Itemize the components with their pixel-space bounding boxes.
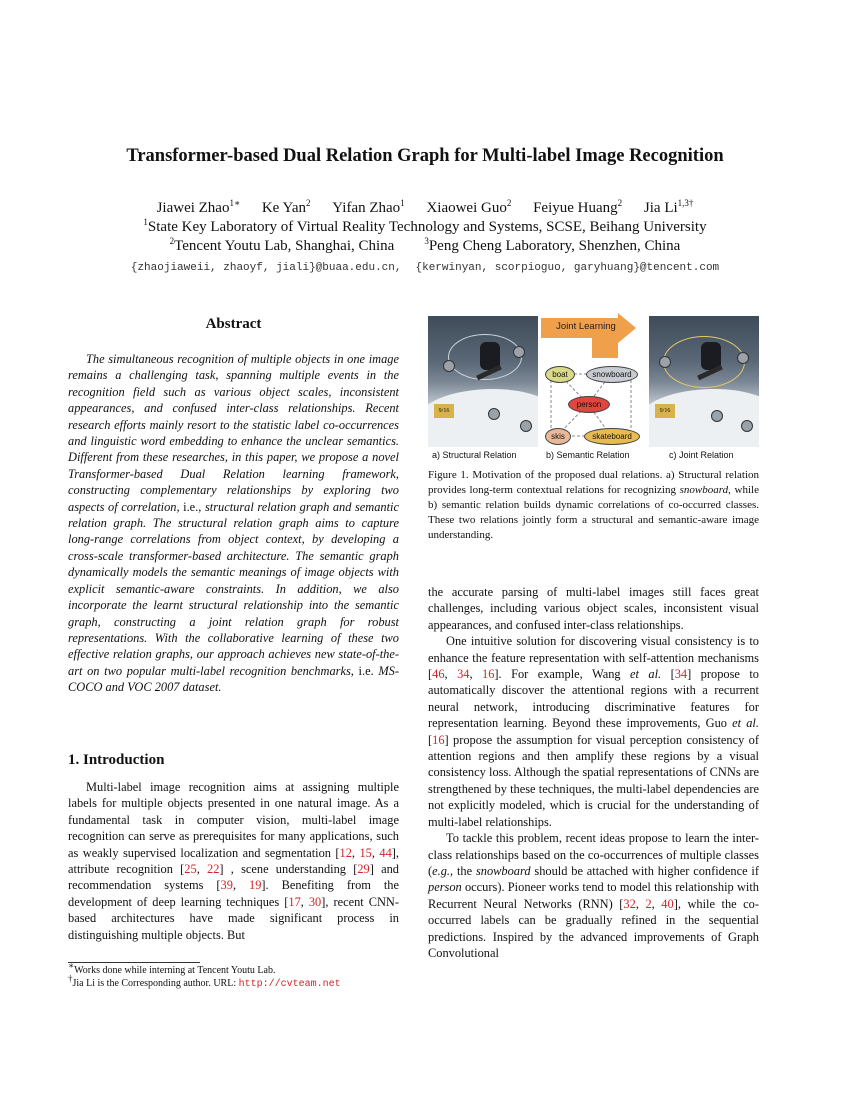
affiliation-1: $^1$State Key Laboratory of Virtual Reality Technology and Systems, SCSE, Beihang University: [143, 217, 707, 235]
author: Jia $Li^{1,3\dagger}$: [643, 198, 694, 216]
citation-link[interactable]: 29: [357, 862, 370, 877]
sign: 9/16: [655, 404, 675, 418]
node-skateboard: skateboard: [584, 428, 640, 445]
footnote-2: †Jia Li is the Corresponding author. URL: http://cvteam.net: [68, 973, 341, 990]
paragraph: the accurate parsing of multi-label images still faces great challenges, including various object scales, inconsistent visual appearances, and confused inter-class relationships.: [428, 585, 759, 632]
citation-link[interactable]: 22: [207, 862, 220, 877]
abstract-body: The simultaneous recognition of multiple objects in one image remains a challenging task, spanning multiple events in the recognition field such as various object scales, inconsistent appearances, and confused inter-class relationships. Recent research efforts mainly resort to the statistic label co-occurrences and linguistic word embedding to enhance the unclear semantics. Different from these researches, in this paper, we propose a novel Transformer-based Dual Relation learning framework, constructing complementary relationships by exploring two aspects of correlation, i.e., structural relation graph and semantic relation graph. The structural relation graph aims to capture long-range correlations from object context, by developing a cross-scale transformer-based architecture. The semantic graph dynamically models the semantic meanings of image objects with explicit semantic-aware constraints. In addition, we also incorporate the learnt structural relationship into the semantic graph, constructing a joint relation graph for robust representations. With the collaborative learning of these two effective relation graphs, our approach achieves new state-of-the-art on two popular multi-label recognition benchmarks, i.e. MS-COCO and VOC 2007 dataset.: [68, 352, 399, 695]
author: Jiawei Zhao$^{1∗}$: [156, 198, 241, 216]
citation-link[interactable]: 46: [432, 667, 445, 682]
footnote-1: ∗Works done while interning at Tencent Youtu Lab.: [68, 960, 276, 976]
citation-link[interactable]: 30: [308, 894, 322, 909]
graph-node: [513, 346, 525, 358]
citation-link[interactable]: 12: [339, 845, 352, 860]
arrow-stem: [592, 336, 618, 358]
graph-node: [711, 410, 723, 422]
author-list: [0, 200, 850, 217]
citation-link[interactable]: 25: [184, 862, 197, 877]
citation-link[interactable]: 32: [623, 896, 636, 911]
citation-link[interactable]: 44: [379, 845, 392, 860]
graph-node: [737, 352, 749, 364]
subfigure-label-a: a) Structural Relation: [432, 450, 517, 460]
node-boat: boat: [545, 366, 575, 383]
affiliation-2-3: $^2$Tencent Youtu Lab, Shanghai, China $^3$Peng Cheng Laboratory, Shenzhen, China: [169, 236, 681, 254]
introduction-body: Multi-label image recognition aims at assigning multiple labels for multiple objects presented in one natural image. As a fundamental task in computer vision, multi-label image recognition can serve as prerequisites for many applications, such as weakly supervised localization and segmentation [12, 15, 44], attribute recognition [25, 22] , scene understanding [29] and recommendation systems [39, 19]. Benefiting from the development of deep learning techniques [17, 30], recent CNN-based architectures have made significant process in distinguishing multiple objects. But: [68, 780, 400, 942]
citation-link[interactable]: 39: [220, 878, 233, 893]
graph-node: [741, 420, 753, 432]
footnote-divider: [68, 962, 200, 963]
citation-link[interactable]: 16: [432, 732, 445, 747]
snow-hill: [428, 389, 538, 447]
graph-node: [659, 356, 671, 368]
paper-title: Transformer-based Dual Relation Graph for Multi-label Image Recognition: [126, 146, 724, 166]
footnotes: [68, 960, 399, 991]
graph-node: [520, 420, 532, 432]
citation-link[interactable]: 34: [674, 667, 688, 682]
abstract-heading: Abstract: [205, 316, 262, 332]
paragraph: One intuitive solution for discovering visual consistency is to enhance the feature representation with self-attention mechanisms [46, 34, 16]. For example, Wang et al. [34] propose to automatically discover the attentional regions with a recurrent neural network, introducing discriminative features for representation learning. Beyond these improvements, Guo et al. [16] propose the assumption for visual perception consistency of attention regions and then amplify these regions by a visual consistency loss. Although the spatial representations of CNNs are strengthened by these techniques, the multi-label dependencies are not explicitly modeled, which is crucial for the understanding of multi-label relationships.: [428, 634, 759, 829]
graph-node: [488, 408, 500, 420]
node-snowboard: snowboard: [586, 366, 638, 383]
citation-link[interactable]: 15: [359, 845, 372, 860]
citation-link[interactable]: 19: [249, 878, 262, 893]
sign: 9/16: [434, 404, 454, 418]
joint-relation-photo: [649, 316, 759, 447]
paragraph: To tackle this problem, recent ideas propose to learn the inter-class relationships based on the co-occurrences of multiple classes (e.g., the snowboard should be attached with higher confidence if person occurs). Pioneer works tend to model this relationship with Recurrent Neural Networks (RNN) [32, 2, 40], while the co-occurred labels can be gradually refined in the sequential predictions. Inspired by the advanced improvements of Graph Convolutional: [428, 831, 759, 960]
joint-learning-label: Joint Learning: [556, 321, 616, 332]
structural-relation-photo: [428, 316, 538, 447]
figure-1-caption: Figure 1. Motivation of the proposed dual relations. a) Structural relation provides long-term contextual relations for recognizing snowboard, while b) semantic relation builds dynamic correlations of co-occurred classes. These two relations jointly form a structural and semantic-aware image understanding.: [428, 469, 759, 541]
node-person: person: [568, 396, 610, 413]
author: Yifan Zhao$^1$: [332, 198, 405, 216]
graph-node: [443, 360, 455, 372]
semantic-graph: [541, 358, 647, 446]
node-skis: skis: [545, 428, 571, 445]
author: Feiyue Huang$^2$: [533, 198, 623, 216]
citation-link[interactable]: 17: [288, 894, 301, 909]
author-emails: {zhaojiaweii, zhaoyf, jiali}@buaa.edu.cn, {kerwinyan, scorpioguo, garyhuang}@tencent.com: [130, 262, 720, 274]
author: Xiaowei Guo$^2$: [426, 198, 512, 216]
author: Ke Yan$^2$: [261, 198, 311, 216]
snow-hill: [649, 389, 759, 447]
footnote-url-link[interactable]: http://cvteam.net: [238, 979, 341, 990]
citation-link[interactable]: 40: [661, 896, 674, 911]
citation-link[interactable]: 2: [645, 896, 652, 911]
subfigure-label-b: b) Semantic Relation: [546, 450, 630, 460]
introduction-heading: 1. Introduction: [68, 752, 165, 768]
figure-1: [428, 316, 759, 462]
citation-link[interactable]: 34: [457, 667, 470, 682]
citation-link[interactable]: 16: [482, 667, 495, 682]
subfigure-label-c: c) Joint Relation: [669, 450, 734, 460]
right-column-body: [428, 584, 759, 961]
